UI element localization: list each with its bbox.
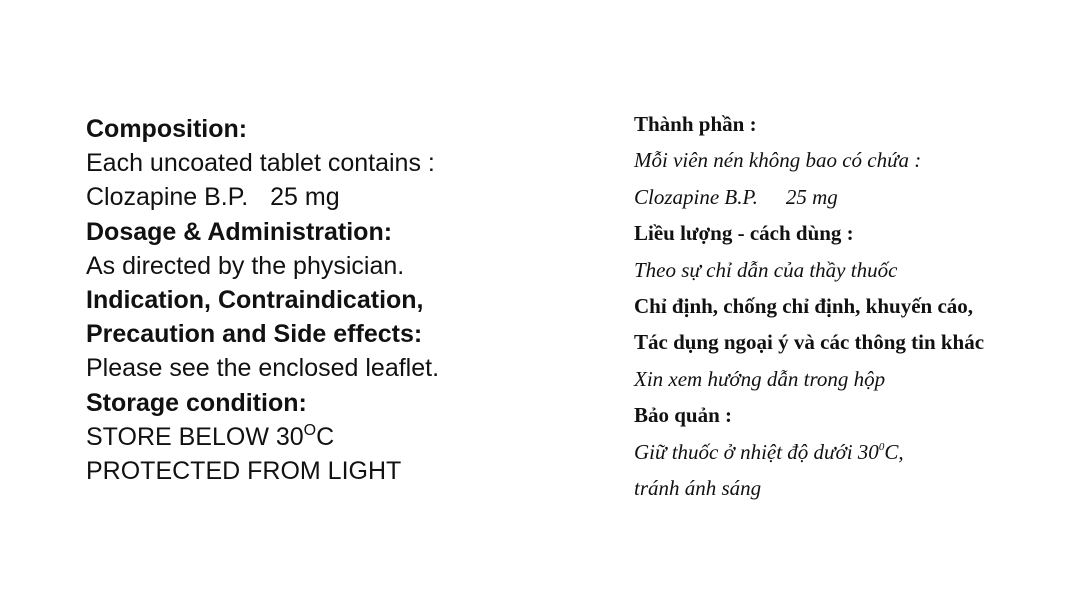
ingredient-line: [86, 180, 556, 214]
storage-temperature-prefix: STORE BELOW 30: [86, 422, 304, 451]
vietnamese-label-column: [634, 106, 1074, 506]
storage-heading: Storage condition:: [86, 388, 307, 417]
storage-temperature-unit: C: [316, 422, 335, 451]
dosage-text: As directed by the physician.: [86, 251, 405, 280]
storage-temperature-prefix-vi: Giữ thuốc ở nhiệt độ dưới 30: [634, 439, 879, 464]
storage-light: PROTECTED FROM LIGHT: [86, 456, 402, 485]
composition-text: Each uncoated tablet contains :: [86, 149, 435, 178]
indication-text-vi: Xin xem hướng dẫn trong hộp: [634, 366, 886, 391]
dosage-text-vi: Theo sự chỉ dẫn của thầy thuốc: [634, 257, 898, 282]
storage-light-vi: tránh ánh sáng: [634, 475, 762, 500]
storage-temperature-unit-vi: C,: [884, 439, 904, 464]
indication-text: Please see the enclosed leaflet.: [86, 354, 440, 383]
storage-temperature-vi: [634, 434, 1074, 470]
ingredient-name: Clozapine B.P.: [86, 183, 249, 212]
dosage-heading: Dosage & Administration:: [86, 217, 393, 246]
storage-heading-vi: Bảo quản :: [634, 403, 733, 428]
degree-symbol: O: [303, 421, 317, 439]
indication-heading-line-1: Indication, Contraindication,: [86, 285, 424, 314]
ingredient-dose-vi: 25 mg: [785, 184, 838, 209]
composition-text-vi: Mỗi viên nén không bao có chứa :: [634, 148, 922, 173]
ingredient-dose: 25 mg: [270, 183, 340, 212]
composition-heading: Composition:: [86, 115, 248, 143]
ingredient-line-vi: [634, 179, 1074, 215]
degree-symbol-vi: 0: [878, 440, 885, 453]
english-label-column: [86, 112, 556, 488]
storage-temperature: [86, 420, 556, 454]
indication-heading-line-1-vi: Chỉ định, chống chỉ định, khuyến cáo,: [634, 293, 974, 318]
composition-heading-vi: Thành phần :: [634, 112, 757, 136]
indication-heading-line-2-vi: Tác dụng ngoại ý và các thông tin khác: [634, 330, 985, 355]
ingredient-name-vi: Clozapine B.P.: [634, 184, 758, 209]
dosage-heading-vi: Liều lượng - cách dùng :: [634, 221, 854, 246]
indication-heading-line-2: Precaution and Side effects:: [86, 320, 423, 349]
